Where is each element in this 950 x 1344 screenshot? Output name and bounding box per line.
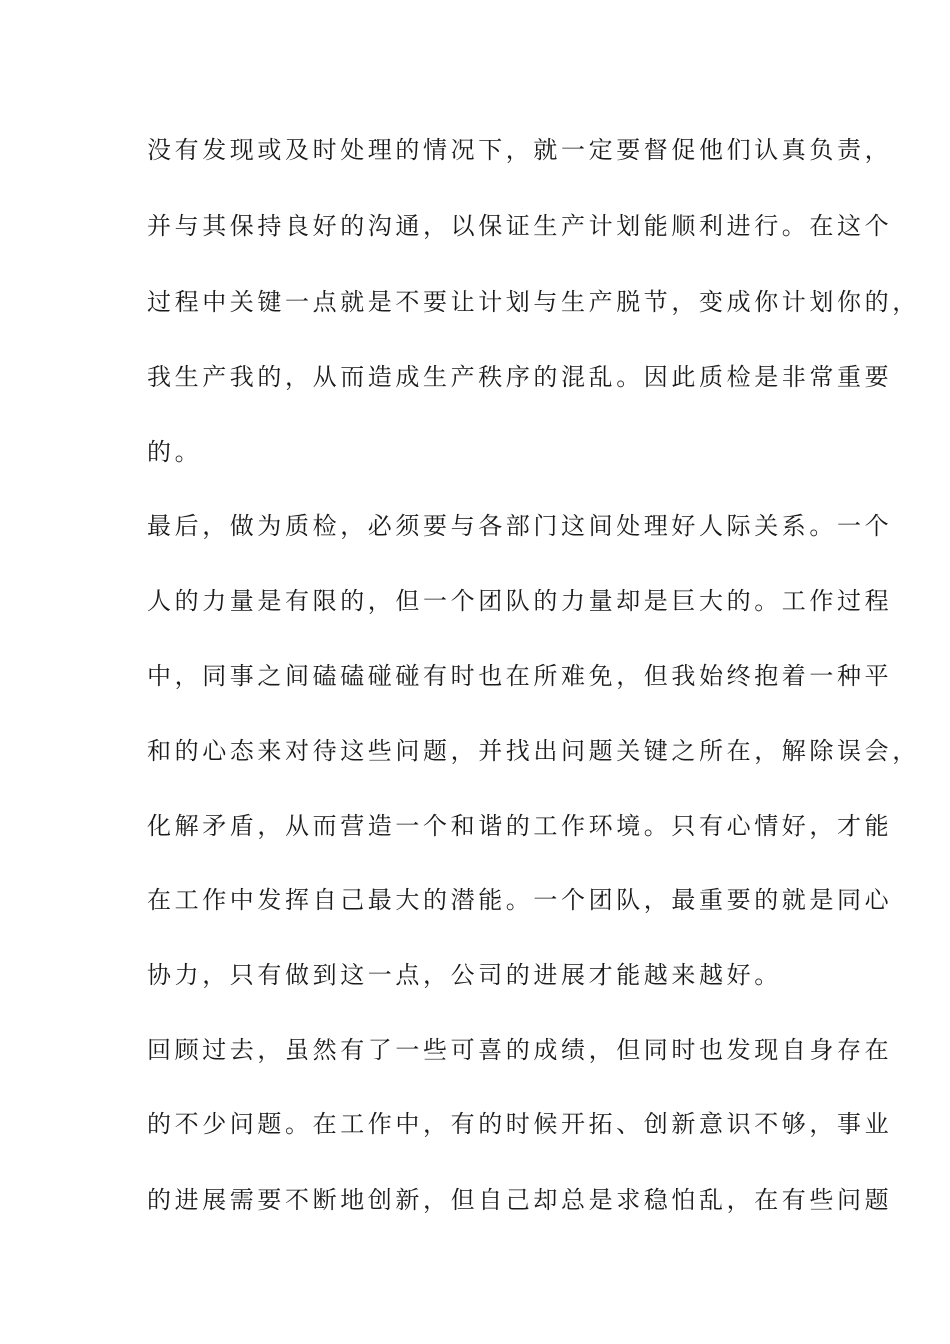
text-line: 并与其保持良好的沟通，以保证生产计划能顺利进行。在这个 (147, 212, 893, 240)
text-line: 在工作中发挥自己最大的潜能。一个团队，最重要的就是同心 (147, 886, 893, 914)
text-line: 协力，只有做到这一点，公司的进展才能越来越好。 (147, 961, 782, 989)
text-line: 我生产我的，从而造成生产秩序的混乱。因此质检是非常重要 (147, 363, 893, 391)
text-line: 的进展需要不断地创新，但自己却总是求稳怕乱，在有些问题 (147, 1186, 893, 1214)
text-line: 过程中关键一点就是不要让计划与生产脱节，变成你计划你的， (147, 288, 920, 316)
text-line: 最后，做为质检，必须要与各部门这间处理好人际关系。一个 (147, 512, 893, 540)
text-line: 化解矛盾，从而营造一个和谐的工作环境。只有心情好，才能 (147, 812, 893, 840)
text-line: 的不少问题。在工作中，有的时候开拓、创新意识不够，事业 (147, 1110, 893, 1138)
text-line: 的。 (147, 438, 203, 466)
text-line: 中，同事之间磕磕碰碰有时也在所难免，但我始终抱着一种平 (147, 662, 893, 690)
text-line: 和的心态来对待这些问题，并找出问题关键之所在，解除误会， (147, 737, 920, 765)
text-line: 人的力量是有限的，但一个团队的力量却是巨大的。工作过程 (147, 587, 893, 615)
text-line: 回顾过去，虽然有了一些可喜的成绩，但同时也发现自身存在 (147, 1036, 893, 1064)
text-line: 没有发现或及时处理的情况下，就一定要督促他们认真负责， (147, 136, 893, 164)
